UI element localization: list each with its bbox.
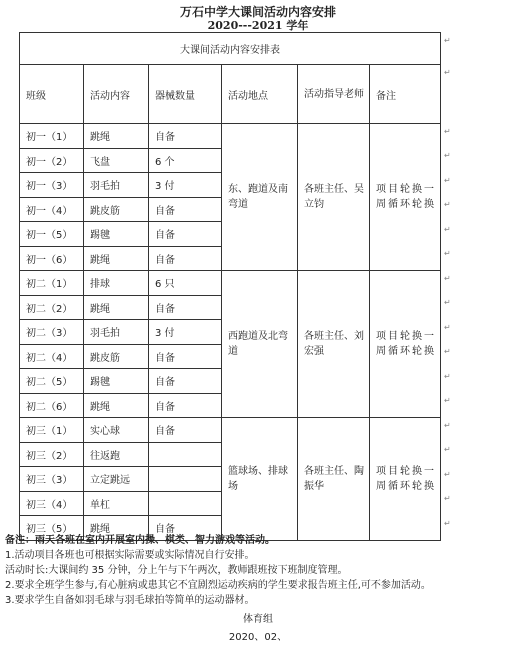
class-cell: 初二（4） bbox=[20, 344, 84, 369]
equipment-cell: 3 付 bbox=[149, 320, 222, 345]
paragraph-mark: ↵ bbox=[444, 494, 451, 503]
equipment-cell: 自备 bbox=[149, 197, 222, 222]
activity-cell: 踢毽 bbox=[84, 369, 149, 394]
paragraph-mark: ↵ bbox=[444, 518, 451, 528]
activity-cell: 踢毽 bbox=[84, 222, 149, 247]
paragraph-mark: ↵ bbox=[444, 35, 451, 45]
equipment-cell: 6 只 bbox=[149, 271, 222, 296]
document-title: 万石中学大课间活动内容安排 bbox=[179, 5, 336, 19]
header-class: 班级 bbox=[20, 65, 84, 124]
note-rainy-day: 备注：雨天各班在室内开展室内操、棋类、智力游戏等活动。 bbox=[5, 535, 275, 546]
class-cell: 初一（3） bbox=[20, 173, 84, 198]
teacher-cell: 各班主任、陶振华 bbox=[298, 418, 370, 541]
table-header-row bbox=[20, 65, 441, 124]
location-cell: 西跑道及北弯道 bbox=[222, 271, 298, 418]
header-remark: 备注 bbox=[370, 65, 441, 124]
equipment-cell: 自备 bbox=[149, 393, 222, 418]
remark-cell: 项目轮换一周循环轮换 bbox=[370, 271, 441, 418]
paragraph-mark: ↵ bbox=[444, 469, 451, 479]
class-cell: 初三（4） bbox=[20, 491, 84, 516]
note-duration: 活动时长:大课间约 35 分钟，分上午与下午两次，教师跟班按下班制度管理。 bbox=[5, 565, 348, 576]
activity-cell: 跳绳 bbox=[84, 246, 149, 271]
paragraph-mark: ↵ bbox=[444, 224, 451, 234]
equipment-cell bbox=[149, 442, 222, 467]
notes-section bbox=[5, 533, 515, 608]
paragraph-mark: ↵ bbox=[444, 420, 451, 430]
paragraph-mark: ↵ bbox=[444, 126, 451, 136]
class-cell: 初一（6） bbox=[20, 246, 84, 271]
table-row bbox=[20, 418, 441, 443]
class-cell: 初二（3） bbox=[20, 320, 84, 345]
paragraph-mark: ↵ bbox=[444, 396, 451, 405]
activity-cell: 羽毛拍 bbox=[84, 320, 149, 345]
activity-cell: 跳绳 bbox=[84, 124, 149, 149]
note-2: 2.要求全班学生参与,有心脏病或患其它不宜剧烈运动疾病的学生要求报告班主任,可不参加活动。 bbox=[5, 580, 431, 591]
activity-cell: 单杠 bbox=[84, 491, 149, 516]
equipment-cell bbox=[149, 491, 222, 516]
activity-cell: 跳皮筋 bbox=[84, 197, 149, 222]
activity-cell: 立定跳远 bbox=[84, 467, 149, 492]
table-caption-row bbox=[20, 33, 441, 65]
equipment-cell: 6 个 bbox=[149, 148, 222, 173]
header-equipment: 器械数量 bbox=[149, 65, 222, 124]
activity-cell: 跳绳 bbox=[84, 393, 149, 418]
remark-cell: 项目轮换一周循环轮换 bbox=[370, 124, 441, 271]
header-teacher: 活动指导老师 bbox=[298, 65, 370, 124]
note-3: 3.要求学生自备如羽毛球与羽毛球拍等简单的运动器材。 bbox=[5, 595, 255, 606]
equipment-cell: 自备 bbox=[149, 246, 222, 271]
equipment-cell: 自备 bbox=[149, 222, 222, 247]
date: 2020、02、 bbox=[228, 632, 288, 643]
table-caption: 大课间活动内容安排表 bbox=[20, 33, 441, 65]
table-row bbox=[20, 124, 441, 149]
paragraph-mark: ↵ bbox=[444, 273, 451, 283]
paragraph-mark: ↵ bbox=[444, 445, 451, 454]
paragraph-mark: ↵ bbox=[444, 298, 451, 307]
class-cell: 初三（5） bbox=[20, 516, 84, 541]
paragraph-mark: ↵ bbox=[444, 249, 451, 258]
paragraph-mark: ↵ bbox=[444, 347, 451, 356]
equipment-cell: 自备 bbox=[149, 295, 222, 320]
class-cell: 初三（3） bbox=[20, 467, 84, 492]
signature: 体育组 bbox=[243, 614, 273, 625]
activity-cell: 实心球 bbox=[84, 418, 149, 443]
activity-cell: 羽毛拍 bbox=[84, 173, 149, 198]
teacher-cell: 各班主任、刘宏强 bbox=[298, 271, 370, 418]
paragraph-mark: ↵ bbox=[444, 200, 451, 209]
equipment-cell: 自备 bbox=[149, 516, 222, 541]
paragraph-mark: ↵ bbox=[444, 175, 451, 185]
equipment-cell: 3 付 bbox=[149, 173, 222, 198]
class-cell: 初三（2） bbox=[20, 442, 84, 467]
equipment-cell bbox=[149, 467, 222, 492]
table-row bbox=[20, 271, 441, 296]
equipment-cell: 自备 bbox=[149, 369, 222, 394]
activity-cell: 跳绳 bbox=[84, 516, 149, 541]
equipment-cell: 自备 bbox=[149, 418, 222, 443]
activity-cell: 往返跑 bbox=[84, 442, 149, 467]
class-cell: 初一（5） bbox=[20, 222, 84, 247]
class-cell: 初二（6） bbox=[20, 393, 84, 418]
location-cell: 篮球场、排球场 bbox=[222, 418, 298, 541]
activity-cell: 跳皮筋 bbox=[84, 344, 149, 369]
schedule-table bbox=[19, 32, 441, 541]
paragraph-mark: ↵ bbox=[444, 151, 451, 160]
teacher-cell: 各班主任、吴立钧 bbox=[298, 124, 370, 271]
class-cell: 初一（4） bbox=[20, 197, 84, 222]
activity-cell: 排球 bbox=[84, 271, 149, 296]
equipment-cell: 自备 bbox=[149, 344, 222, 369]
class-cell: 初二（2） bbox=[20, 295, 84, 320]
header-location: 活动地点 bbox=[222, 65, 298, 124]
class-cell: 初二（5） bbox=[20, 369, 84, 394]
location-cell: 东、跑道及南弯道 bbox=[222, 124, 298, 271]
paragraph-mark: ↵ bbox=[444, 67, 451, 77]
activity-cell: 跳绳 bbox=[84, 295, 149, 320]
paragraph-mark: ↵ bbox=[444, 371, 451, 381]
class-cell: 初一（1） bbox=[20, 124, 84, 149]
paragraph-mark: ↵ bbox=[444, 322, 451, 332]
school-year: 2020---2021 学年 bbox=[207, 19, 309, 32]
activity-cell: 飞盘 bbox=[84, 148, 149, 173]
remark-cell: 项目轮换一周循环轮换 bbox=[370, 418, 441, 541]
note-1: 1.活动项目各班也可根据实际需要或实际情况自行安排。 bbox=[5, 550, 255, 561]
header-activity: 活动内容 bbox=[84, 65, 149, 124]
class-cell: 初二（1） bbox=[20, 271, 84, 296]
class-cell: 初一（2） bbox=[20, 148, 84, 173]
equipment-cell: 自备 bbox=[149, 124, 222, 149]
class-cell: 初三（1） bbox=[20, 418, 84, 443]
